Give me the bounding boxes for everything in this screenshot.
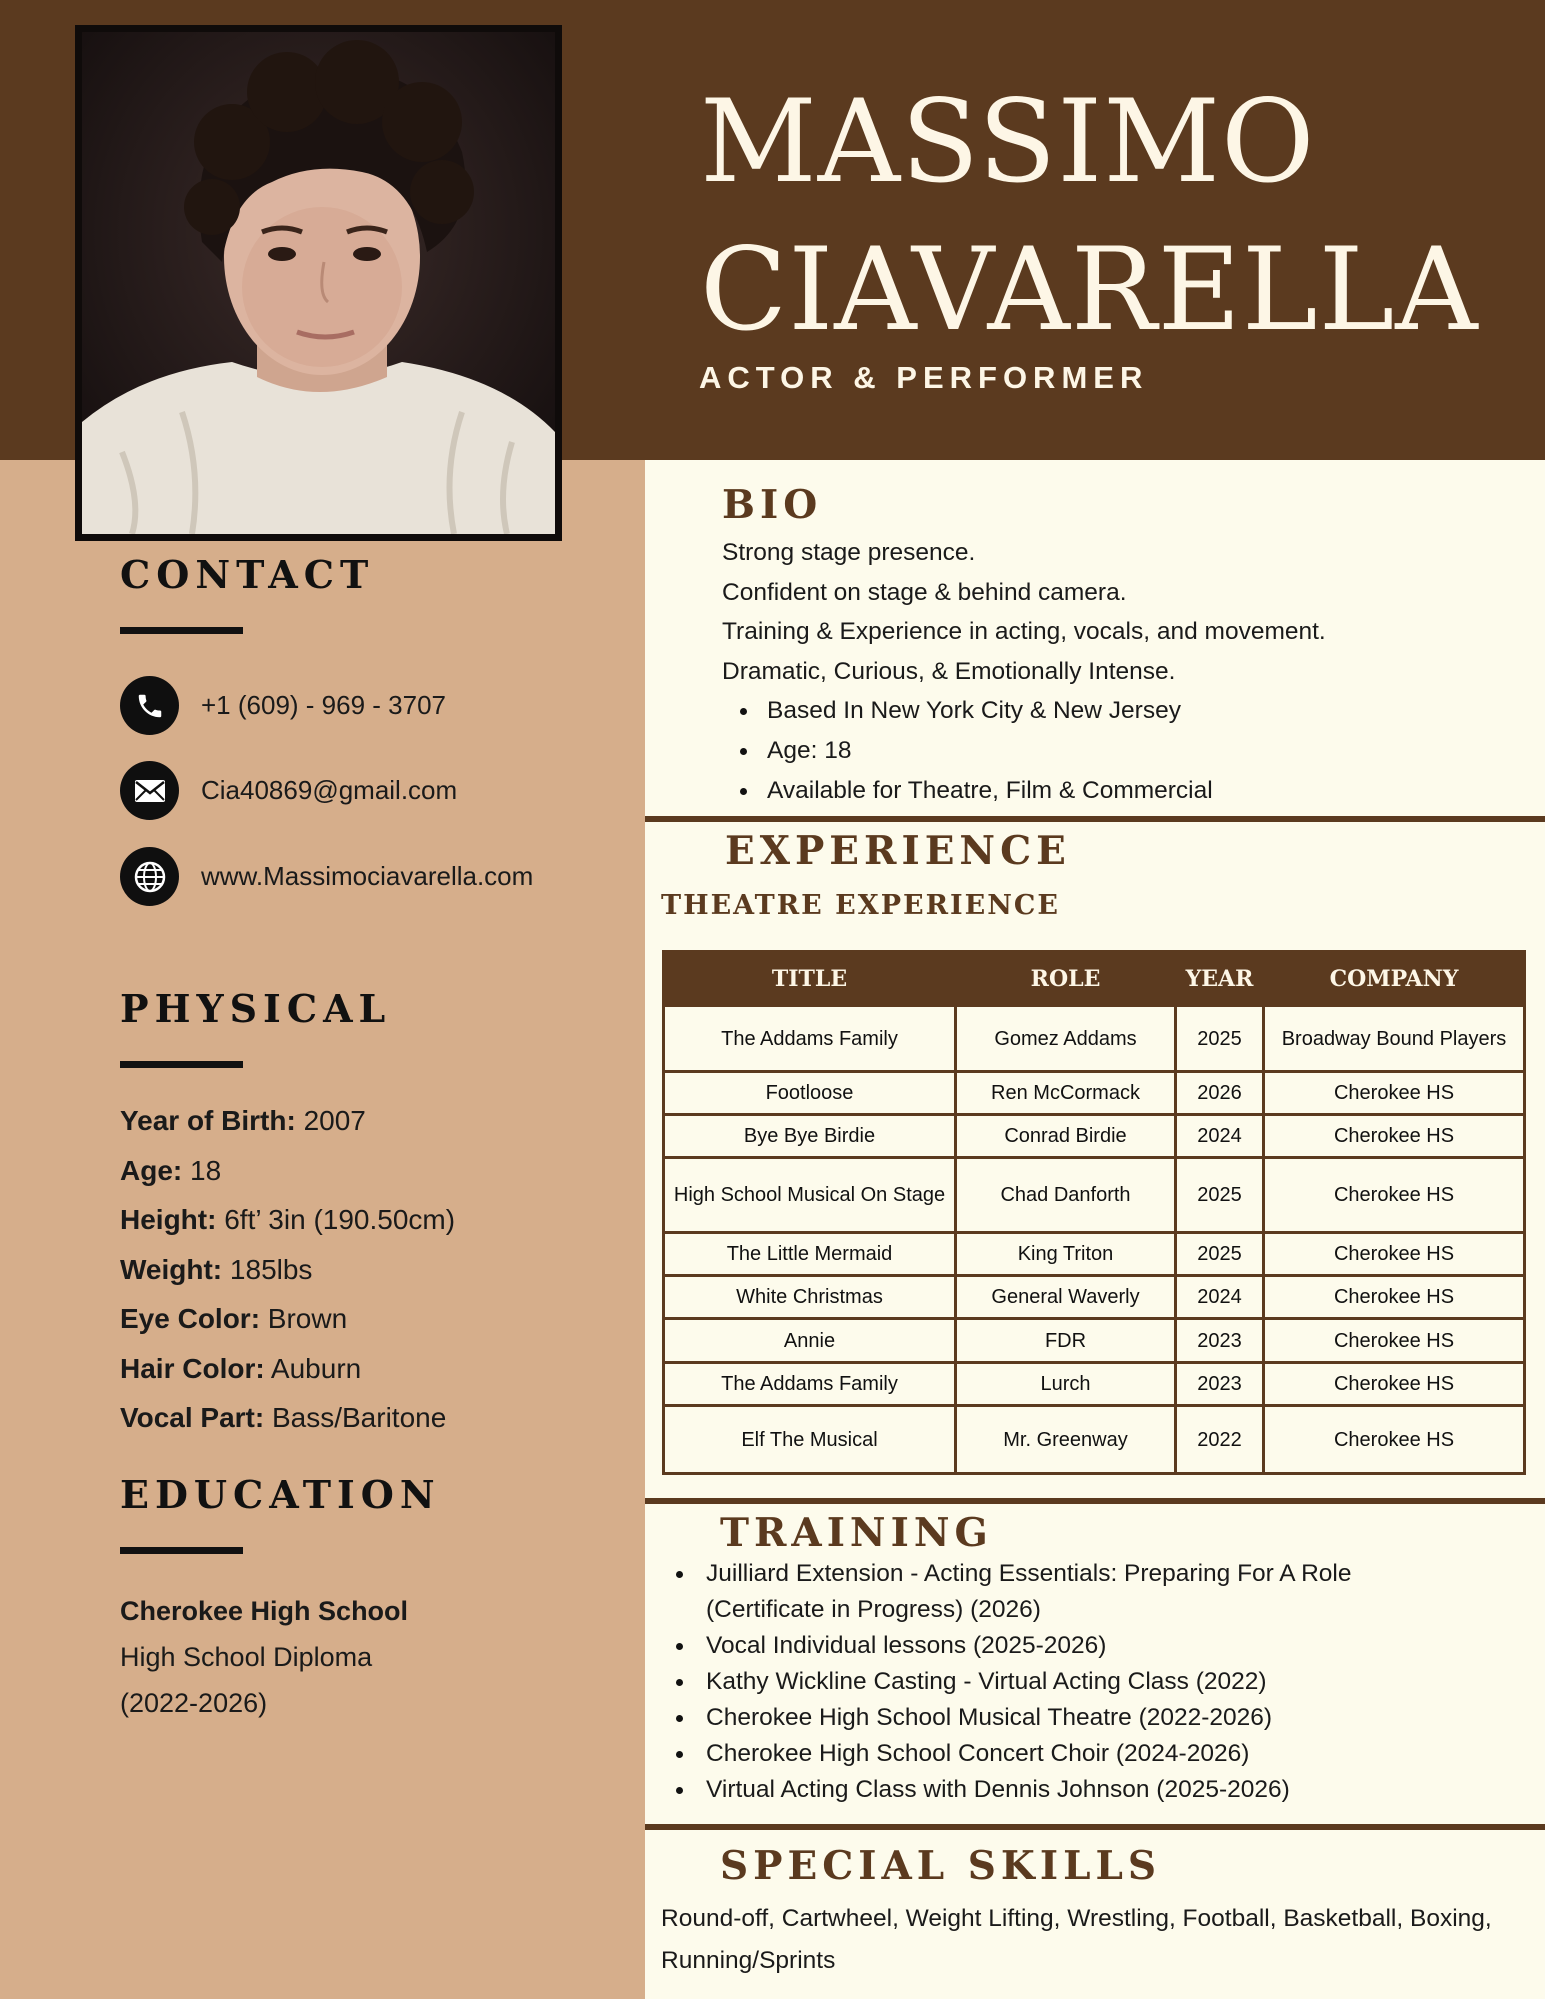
first-name: MASSIMO	[700, 75, 1316, 208]
column-header-year: YEAR	[1176, 952, 1264, 1006]
bio-bullet: Age: 18	[740, 731, 1213, 771]
cell-title: The Little Mermaid	[664, 1233, 956, 1276]
education-block	[120, 1588, 408, 1726]
cell-year: 2025	[1176, 1233, 1264, 1276]
email-address[interactable]: Cia40869@gmail.com	[201, 775, 458, 805]
cell-company: Broadway Bound Players	[1264, 1006, 1525, 1072]
section-divider	[645, 1498, 1545, 1504]
column-header-role: ROLE	[956, 952, 1176, 1006]
education-years: (2022-2026)	[120, 1688, 268, 1718]
training-heading: TRAINING	[720, 1510, 993, 1556]
education-heading: EDUCATION	[120, 1472, 441, 1517]
table-row	[664, 1319, 1525, 1363]
cell-company: Cherokee HS	[1264, 1115, 1525, 1158]
cell-title: White Christmas	[664, 1276, 956, 1319]
table-row	[664, 1276, 1525, 1319]
physical-label: Hair Color:	[120, 1352, 265, 1384]
table-header-row	[664, 952, 1525, 1006]
table-row	[664, 1072, 1525, 1115]
physical-label: Vocal Part:	[120, 1402, 265, 1433]
experience-heading: EXPERIENCE	[725, 828, 1071, 874]
cell-company: Cherokee HS	[1264, 1276, 1525, 1319]
table-row	[664, 1006, 1525, 1072]
cell-role: Ren McCormack	[956, 1072, 1176, 1115]
bio-line: Strong stage presence.	[722, 539, 976, 566]
bio-bullet: Based In New York City & New Jersey	[740, 691, 1213, 731]
cell-role: Mr. Greenway	[956, 1406, 1176, 1474]
cell-year: 2024	[1176, 1276, 1264, 1319]
cell-year: 2024	[1176, 1115, 1264, 1158]
physical-item	[120, 1195, 455, 1245]
portrait-illustration	[82, 32, 555, 534]
special-skills-heading: SPECIAL SKILLS	[720, 1843, 1162, 1889]
physical-item	[120, 1344, 455, 1394]
cell-title: High School Musical On Stage	[664, 1158, 956, 1233]
physical-label: Age:	[120, 1154, 183, 1186]
physical-value: 6ft’ 3in (190.50cm)	[216, 1204, 456, 1235]
cell-role: Gomez Addams	[956, 1006, 1176, 1072]
phone-icon	[120, 676, 179, 735]
cell-title: Elf The Musical	[664, 1406, 956, 1474]
physical-label: Year of Birth:	[120, 1105, 296, 1136]
cell-year: 2022	[1176, 1406, 1264, 1474]
bio-line: Dramatic, Curious, & Emotionally Intense.	[722, 657, 1176, 685]
cell-title: Annie	[664, 1319, 956, 1363]
contact-heading: CONTACT	[120, 552, 375, 597]
section-divider	[645, 1824, 1545, 1830]
training-item: Kathy Wickline Casting - Virtual Acting Class (2022)	[676, 1664, 1396, 1700]
bio-line: Confident on stage & behind camera.	[722, 578, 1127, 606]
website-url[interactable]: www.Massimociavarella.com	[201, 861, 534, 891]
school-name: Cherokee High School	[120, 1596, 409, 1626]
phone-number[interactable]: +1 (609) - 969 - 3707	[201, 690, 446, 720]
bio-bullet-list	[740, 691, 1213, 811]
training-item: Cherokee High School Musical Theatre (2022-2026)	[676, 1700, 1396, 1736]
physical-label: Height:	[120, 1204, 217, 1235]
cell-company: Cherokee HS	[1264, 1363, 1525, 1406]
cell-year: 2025	[1176, 1006, 1264, 1072]
headshot-photo	[75, 25, 562, 541]
physical-item	[120, 1146, 455, 1196]
cell-title: Bye Bye Birdie	[664, 1115, 956, 1158]
cell-role: General Waverly	[956, 1276, 1176, 1319]
table-row	[664, 1158, 1525, 1233]
cell-title: The Addams Family	[664, 1006, 956, 1072]
contact-underline	[120, 627, 243, 634]
envelope-icon	[120, 761, 179, 820]
physical-item	[120, 1245, 455, 1295]
physical-item	[120, 1393, 455, 1443]
cell-company: Cherokee HS	[1264, 1233, 1525, 1276]
tagline: ACTOR & PERFORMER	[699, 360, 1149, 395]
special-skills-text: Round-off, Cartwheel, Weight Lifting, Wrestling, Football, Basketball, Boxing, Running/Sprints	[661, 1905, 1492, 1974]
cell-title: The Addams Family	[664, 1363, 956, 1406]
column-header-company: COMPANY	[1264, 952, 1525, 1006]
physical-value: Bass/Baritone	[264, 1402, 447, 1433]
degree: High School Diploma	[120, 1642, 373, 1672]
table-row	[664, 1406, 1525, 1474]
physical-value: 18	[182, 1154, 222, 1186]
physical-item	[120, 1096, 455, 1146]
physical-label: Weight:	[120, 1253, 223, 1285]
physical-value: Brown	[260, 1303, 348, 1334]
cell-company: Cherokee HS	[1264, 1072, 1525, 1115]
bio-line: Training & Experience in acting, vocals, and movement.	[722, 618, 1326, 645]
cell-company: Cherokee HS	[1264, 1319, 1525, 1363]
physical-label: Eye Color:	[120, 1303, 261, 1334]
cell-year: 2023	[1176, 1319, 1264, 1363]
cell-role: Lurch	[956, 1363, 1176, 1406]
globe-icon	[120, 847, 179, 906]
candidate-name	[700, 68, 1479, 364]
table-row	[664, 1233, 1525, 1276]
cell-role: Conrad Birdie	[956, 1115, 1176, 1158]
bio-heading: BIO	[722, 482, 823, 528]
experience-table	[662, 950, 1526, 1475]
physical-underline	[120, 1061, 243, 1068]
physical-value: 2007	[295, 1105, 366, 1136]
physical-heading: PHYSICAL	[120, 986, 392, 1031]
physical-value: 185lbs	[222, 1253, 313, 1285]
cell-role: Chad Danforth	[956, 1158, 1176, 1233]
bio-bullet: Available for Theatre, Film & Commercial	[740, 771, 1213, 811]
section-divider	[645, 816, 1545, 822]
column-header-title: TITLE	[664, 952, 956, 1006]
cell-year: 2026	[1176, 1072, 1264, 1115]
training-item: Juilliard Extension - Acting Essentials: Preparing For A Role (Certificate in Progress) (2026)	[676, 1556, 1396, 1628]
cell-role: FDR	[956, 1319, 1176, 1363]
cell-company: Cherokee HS	[1264, 1158, 1525, 1233]
table-row	[664, 1363, 1525, 1406]
contact-website	[120, 847, 533, 906]
cell-role: King Triton	[956, 1233, 1176, 1276]
last-name: CIAVARELLA	[700, 223, 1479, 356]
contact-phone	[120, 676, 446, 735]
theatre-experience-subheading: THEATRE EXPERIENCE	[661, 890, 1060, 921]
physical-value: Auburn	[264, 1352, 362, 1384]
cell-year: 2025	[1176, 1158, 1264, 1233]
bio-text	[722, 533, 1326, 691]
contact-email	[120, 761, 457, 820]
cell-company: Cherokee HS	[1264, 1406, 1525, 1474]
physical-list	[120, 1096, 455, 1443]
education-underline	[120, 1547, 243, 1554]
cell-title: Footloose	[664, 1072, 956, 1115]
cell-year: 2023	[1176, 1363, 1264, 1406]
training-item: Virtual Acting Class with Dennis Johnson (2025-2026)	[676, 1772, 1396, 1808]
table-row	[664, 1115, 1525, 1158]
training-item: Vocal Individual lessons (2025-2026)	[676, 1628, 1396, 1664]
physical-item	[120, 1294, 455, 1344]
training-item: Cherokee High School Concert Choir (2024-2026)	[676, 1736, 1396, 1772]
training-list	[676, 1556, 1396, 1808]
